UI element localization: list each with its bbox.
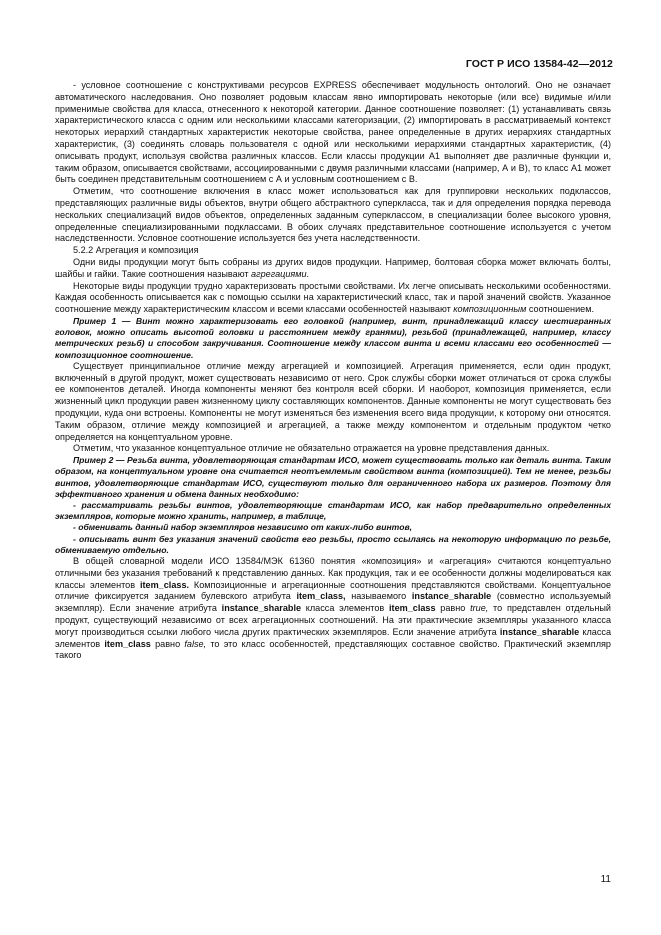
example-paragraph xyxy=(55,522,611,533)
text-run: класса элементов xyxy=(301,603,390,614)
section-heading xyxy=(55,245,611,257)
text-run: true, xyxy=(470,603,489,614)
text-run: Композиционные и агрегационные соотношения представляются свойствами. Концептуальное отличие фиксируется заданием булевского атрибута xyxy=(55,579,612,602)
text-run: item_class. xyxy=(139,579,190,590)
text-run: агрегациями xyxy=(251,268,307,279)
text-run: Пример 2 — Резьба винта, удовлетворяющая стандартам ИСО, может существовать только как деталь винта. Таким образом, на концептуальном уровне она считается неотъемлемым свойством винта (композицией). Тем не менее, резьбы винтов, удовлетворяющие стандартам ИСО, существуют только для ограниченного набора их размеров. Поэтому для эффективного хранения и обмена данных необходимо: xyxy=(55,455,611,499)
paragraph xyxy=(55,281,611,316)
text-run: равно xyxy=(435,603,471,614)
text-run: Одни виды продукции могут быть собраны из других видов продукции. Например, болтовая сборка может включать болты, шайбы и гайки. Такие соотношения называют xyxy=(55,256,611,279)
paragraph xyxy=(55,443,611,455)
paragraph xyxy=(55,80,611,186)
text-run: то это класс особенностей, представляющих составное свойство. Практический экземпляр такого xyxy=(55,638,611,661)
paragraph xyxy=(55,556,611,662)
text-run: - описывать винт без указания значений свойств его резьбы, просто ссылаясь на некоторую информацию по резьбе, обмениваемую отдельно. xyxy=(55,533,611,555)
text-run: - обменивать данный набор экземпляров независимо от каких-либо винтов, xyxy=(73,522,413,533)
text-run: 5.2.2 Агрегация и композиция xyxy=(73,245,199,256)
text-run: соотношением. xyxy=(526,304,594,315)
text-run: - рассматривать резьбы винтов, удовлетворяющие стандартам ИСО, как набор предварительно определенных экземпляров, которые можно хранить, например, в таблице, xyxy=(55,499,611,522)
example-paragraph xyxy=(55,455,611,500)
text-run: instance_sharable xyxy=(221,603,302,614)
document-header: ГОСТ Р ИСО 13584-42—2012 xyxy=(465,58,613,70)
text-run: item_class xyxy=(389,603,436,614)
paragraph xyxy=(55,186,611,245)
text-run: instance_sharable xyxy=(499,626,580,637)
example-paragraph xyxy=(55,534,611,556)
text-run: В общей словарной модели ИСО 13584/МЭК 61360 понятия «композиция» и «агрегация» считаются концептуально отличными без указания требований к представлению данных. Как продукция, так и ее особенности должны моделироваться как классы элементов xyxy=(55,555,611,590)
text-run: (совместно используемый экземпляр). Если значение атрибута xyxy=(55,591,611,614)
text-run: false, xyxy=(184,638,207,649)
text-run: instance_sharable xyxy=(411,591,492,602)
paragraph xyxy=(55,361,611,444)
example-paragraph xyxy=(55,316,611,361)
text-run: Отметим, что соотношение включения в класс может использоваться как для группировки нескольких подклассов, представляющих различные виды объектов, внутри общего абстрактного суперкласса, так и для определения порядка перевода нескольких специализаций видов объектов, определенных заданным суперклассом, в специализации более высокого уровня, определенные специализированными подклассами. В обоих случаях представительное соотношение используется с учетом наследственности. Условное соотношение используется без учета наследственности. xyxy=(55,186,611,244)
text-run: . xyxy=(306,268,310,279)
text-run: item_class xyxy=(104,638,151,649)
text-run: Некоторые виды продукции трудно характеризовать простыми свойствами. Их легче описывать несколькими особенностями. Каждая особенность описывается как с помощью ссылки на характеристический класс, так и парой значений свойств. Указанное соотношение между характеристическим классом и всеми классами особенностей называют xyxy=(55,280,611,315)
text-run: item_class, xyxy=(296,591,346,602)
example-paragraph xyxy=(55,500,611,522)
text-run: равно xyxy=(150,638,185,649)
document-body xyxy=(55,80,611,662)
text-run: называемого xyxy=(345,591,412,602)
page-number: 11 xyxy=(600,874,611,885)
text-run: Пример 1 — Винт можно характеризовать его головкой (например, винт, принадлежащий классу шестигранных головок, можно описать высотой головки и расстоянием между гранями), резьбой (принадлежащей, например, классу метрических резьб) и способом закручивания. Соотношение между классом винта и всеми классами его особенностей — композиционное соотношение. xyxy=(55,315,611,360)
text-run: - условное соотношение с конструктивами ресурсов EXPRESS обеспечивает модульность онтологий. Оно не означает автоматического наследования. Оно позволяет родовым классам явно импортировать некоторые (или все) видимые и/или применимые свойства для класса, отнесенного к некоторой категории. Данное соотношение позволяет: (1) устанавливать связь характеристического класса с одним или несколькими классами категоризации, (2) импортировать в рассматриваемый контекст некоторых иерархий стандартных характеристик некоторые свойства, ранее определенные в других иерархиях стандартных характеристик, (3) соединять словарь пользователя с одной или несколькими иерархиями стандартных характеристик, (4) описывать продукт, используя свойства различных классов. Если классы продукции А1 выполняет две различные функции и, таким образом, описывается свойствами, ассоциированными с двумя различными классами (например, А и В), то класс А1 может быть соединен представительным соотношением с А и условным соотношением с В. xyxy=(55,80,611,185)
paragraph xyxy=(55,257,611,281)
text-run: то представлен отдельный продукт, существующий независимо от всех агрегационных соотношений. На эти практические экземпляры указанного класса могут производиться ссылки любого числа других практических экземпляров. Если значение атрибута xyxy=(55,603,611,637)
text-run: Отметим, что указанное концептуальное отличие не обязательно отражается на уровне представления данных. xyxy=(73,443,550,454)
text-run: Существует принципиальное отличие между агрегацией и композицией. Агрегация применяется, если один продукт, включенный в другой продукт, может существовать независимо от него. Срок службы сборки может отличаться от срока службы ее компонентов деталей. Иногда компоненты меняют без контроля всей сборки. И наоборот, композиция применяется, если жизненный цикл продукции равен жизненному циклу составляющих компонентов. Данные компоненты не могут существовать без продукции, куда они встроены. Компоненты не могут изменяться без изменения всего вида продукции, к которому они относятся. Таким образом, отличие между композицией и агрегацией, а также между компонентом и отдельным продуктом четко определяется на концептуальном уровне. xyxy=(55,360,611,442)
text-run: класса элементов xyxy=(55,626,612,649)
text-run: композиционным xyxy=(453,304,527,315)
